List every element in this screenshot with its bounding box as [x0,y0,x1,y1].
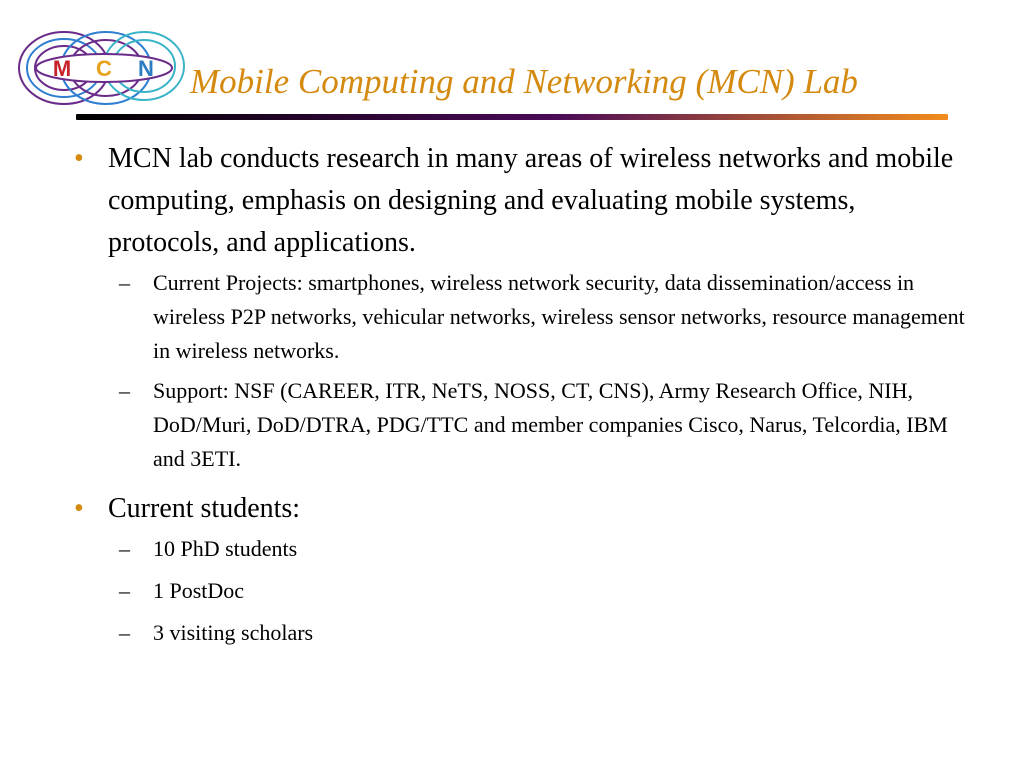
sub-dash: – [119,536,130,561]
sub-dash: – [119,620,130,645]
sub-item [108,574,966,608]
logo-letter-m: M [52,56,72,81]
sub-dash: – [119,378,130,403]
sub-item [108,532,966,566]
bullet-text: MCN lab conducts research in many areas of wireless networks and mobile computing, emphasis on designing and evaluating mobile systems, protocols, and applications. [108,143,954,258]
sub-text: 1 PostDoc [153,578,245,603]
slide-content [66,138,966,662]
sub-list [108,266,966,476]
sub-text: 10 PhD students [153,536,298,561]
title-rule [76,114,948,120]
sub-dash: – [119,270,130,295]
bullet-item [66,138,966,476]
mcn-logo [16,28,188,108]
sub-text: Current Projects: smartphones, wireless network security, data dissemination/access in wireless P2P networks, vehicular networks, wireless sensor networks, resource management in wireless networks. [153,270,965,363]
bullet-item [66,488,966,650]
logo-letter-c: C [96,56,112,81]
sub-item [108,266,966,368]
sub-list [108,532,966,650]
sub-dash: – [119,578,130,603]
sub-text: Support: NSF (CAREER, ITR, NeTS, NOSS, CT, CNS), Army Research Office, NIH, DoD/Muri, DoD/DTRA, PDG/TTC and member companies Cisco, Narus, Telcordia, IBM and 3ETI. [153,378,948,471]
sub-text: 3 visiting scholars [153,620,314,645]
bullet-mark: • [74,493,84,524]
logo-letter-n: N [138,56,154,81]
bullet-mark: • [74,143,84,174]
slide-title: Mobile Computing and Networking (MCN) Lab [190,62,858,101]
bullet-text: Current students: [108,493,301,524]
sub-item [108,616,966,650]
sub-item [108,374,966,476]
